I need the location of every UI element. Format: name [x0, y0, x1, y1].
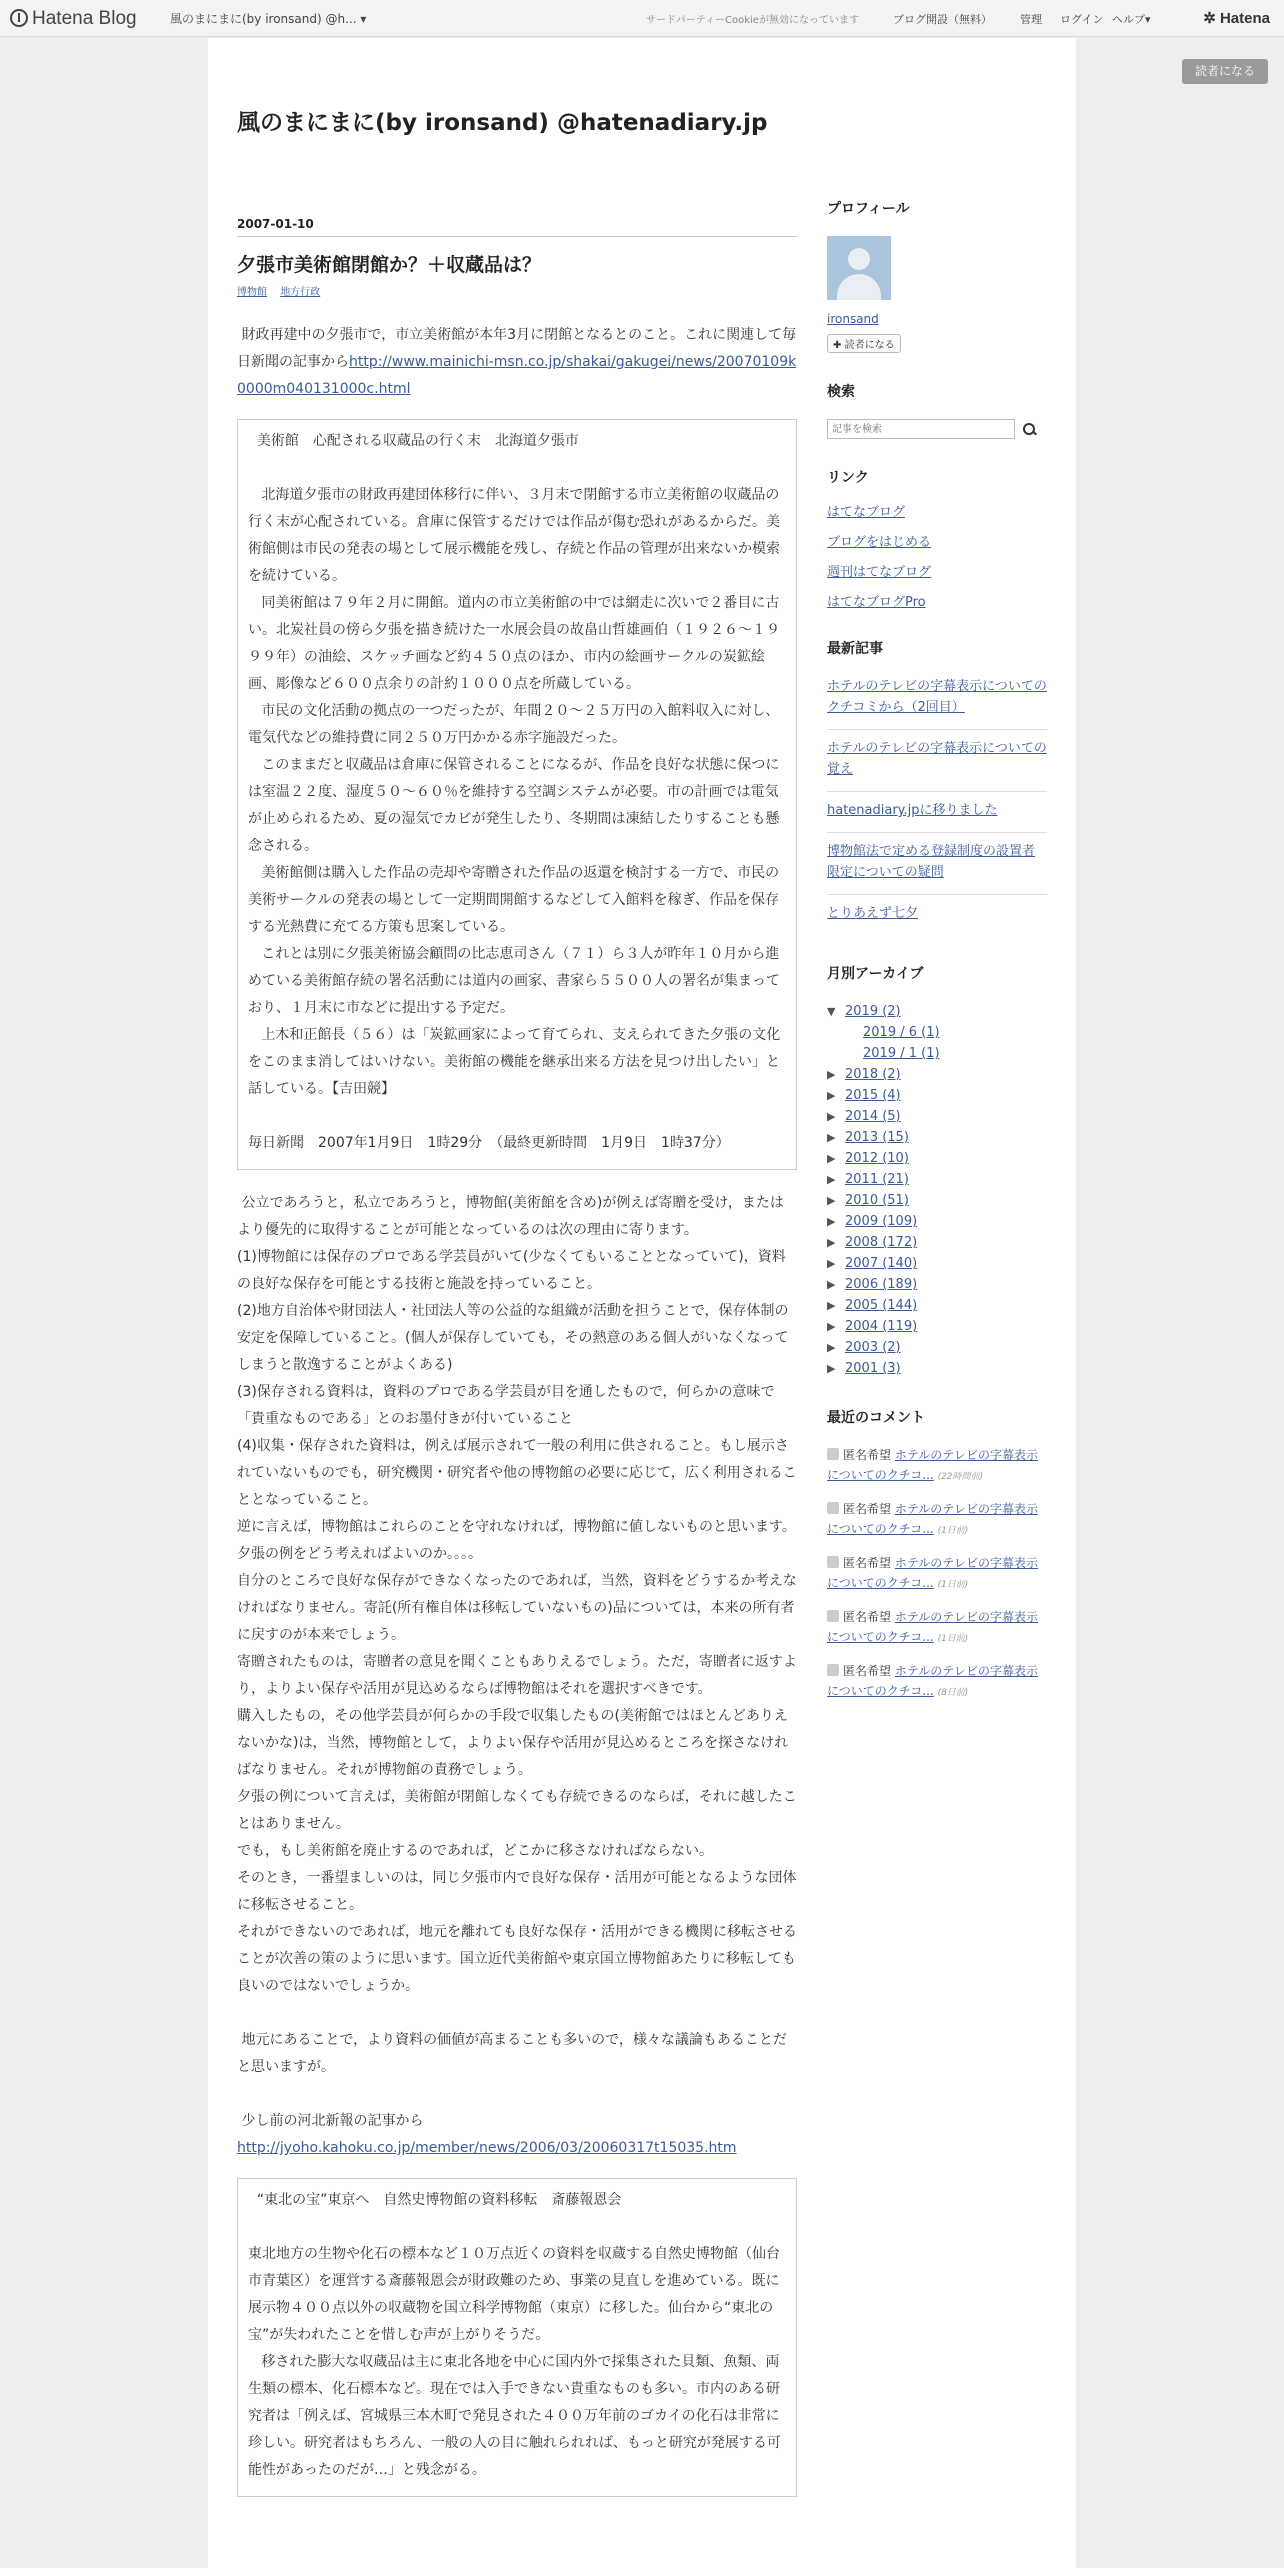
triangle-right-icon[interactable]: ▶: [827, 1215, 836, 1228]
archive-year-link[interactable]: 2001 (3): [845, 1361, 901, 1376]
quote-paragraph: 北海道夕張市の財政再建団体移行に伴い、３月末で閉館する市立美術館の収蔵品の行く末が心配されている。倉庫に保管するだけでは作品が傷む恐れがあるからだ。美術館側は市民の発表の場として展示機能を残し、存続と作品の管理が出来ないか模索を続けている。: [248, 487, 780, 584]
user-icon: [827, 1664, 839, 1676]
archive-module: [827, 963, 1047, 1379]
quote-paragraph: これとは別に夕張美術協会顧問の比志恵司さん（７１）ら３人が昨年１０月から進めている美術館存続の署名活動には道内の画家、書家ら５５００人の署名が集まっており、１月末に市などに提出する予定だ。: [248, 946, 780, 1016]
triangle-right-icon[interactable]: ▶: [827, 1152, 836, 1165]
search-heading: 検索: [827, 384, 855, 400]
archive-heading: 月別アーカイブ: [827, 966, 924, 982]
quote-source: 毎日新聞 2007年1月9日 1時29分 （最終更新時間 1月9日 1時37分）: [248, 1135, 730, 1151]
archive-year-link[interactable]: 2010 (51): [845, 1193, 909, 1208]
comment-item: 匿名希望 ホテルのテレビの字幕表示についてのクチコ... (22時間前): [827, 1448, 1039, 1482]
entry-title[interactable]: 夕張市美術館閉館か？＋収蔵品は？: [237, 254, 542, 276]
triangle-down-icon[interactable]: ▼: [827, 1005, 836, 1018]
triangle-right-icon[interactable]: ▶: [827, 1173, 836, 1186]
recent-entries-module: [827, 638, 1047, 935]
archive-year-link[interactable]: 2014 (5): [845, 1109, 901, 1124]
recent-entry-link[interactable]: hatenadiary.jpに移りました: [827, 803, 998, 818]
entry-categories: [237, 286, 797, 300]
body-paragraph: 逆に言えば，博物館はこれらのことを守れなければ，博物館に値しないものと思います。: [237, 1519, 796, 1535]
archive-year-link[interactable]: 2007 (140): [845, 1256, 918, 1271]
archive-year-link[interactable]: 2005 (144): [845, 1298, 918, 1313]
intro-paragraph: 財政再建中の夕張市で，市立美術館が本年3月に閉館となるとのこと。これに関連して毎日新聞の記事からhttp://www.mainichi-msn.co.jp/shakai/gakugei/news/20070109k0000m040131000c.html: [237, 327, 797, 397]
quote-paragraph: 移された膨大な収蔵品は主に東北各地を中心に国内外で採集された貝類、魚類、両生類の標本、化石標本など。現在では入手できない貴重なものも多い。市内のある研究者は「例えば、宮城県三本木町で発見された４００万年前のゴカイの化石は非常に珍しい。研究者はもちろん、一般の人の目に触れられれば、もっと研究が発展する可能性があったのだが…」と残念がる。: [248, 2354, 781, 2478]
triangle-right-icon[interactable]: ▶: [827, 1341, 836, 1354]
help-menu[interactable]: ヘルプ▾: [1112, 13, 1151, 26]
comments-heading: 最近のコメント: [827, 1410, 925, 1426]
quote-paragraph: 美術館側は購入した作品の売却や寄贈された作品の返還を検討する一方で、市民の美術サークルの発表の場として一定期間開館するなどして入館料を稼ぎ、作品を保存する光熱費に充てる方策も思案している。: [248, 865, 780, 935]
open-blog-link[interactable]: ブログ開設（無料）: [893, 13, 992, 26]
entry-date[interactable]: 2007-01-10: [237, 216, 797, 237]
body-paragraph: 夕張の例について言えば，美術館が閉館しなくても存続できるのならば，それに越したことはありません。: [237, 1789, 797, 1832]
avatar[interactable]: [827, 236, 891, 300]
blog-container: [208, 38, 1076, 2568]
sidebar: [827, 198, 1047, 1731]
profile-username[interactable]: ironsand: [827, 312, 879, 326]
quote-title: 美術館 心配される収蔵品の行く末 北海道夕張市: [256, 433, 579, 449]
hatena-blog-logo[interactable]: Hatena Blog: [10, 8, 137, 30]
archive-year-link[interactable]: 2012 (10): [845, 1151, 909, 1166]
global-header: [0, 0, 1284, 37]
search-input[interactable]: [827, 419, 1015, 439]
comment-entry-link[interactable]: ホテルのテレビの字幕表示についてのクチコ...: [827, 1556, 1039, 1590]
quote-paragraph: 東北地方の生物や化石の標本など１０万点近くの資料を収蔵する自然史博物館（仙台市青葉区）を運営する斎藤報恩会が財政難のため、事業の見直しを進めている。既に展示物４００点以外の収蔵物を国立科学博物館（東京）に移した。仙台から“東北の宝”が失われたことを惜しむ声が上がりそうだ。: [248, 2246, 780, 2343]
body-paragraph: (1)博物館には保存のプロである学芸員がいて(少なくてもいることとなっていて)，資料の良好な保存を可能とする技術と施設を持っていること。: [237, 1249, 786, 1292]
link-item[interactable]: はてなブログ: [827, 505, 906, 520]
body-paragraph: それができないのであれば，地元を離れても良好な保存・活用ができる機関に移転させることが次善の策のように思います。国立近代美術館や東京国立博物館あたりに移転しても良いのではないでしょうか。: [237, 1924, 797, 1994]
follow-button[interactable]: ✚ 読者になる: [827, 334, 901, 353]
comment-item: 匿名希望 ホテルのテレビの字幕表示についてのクチコ... (1日前): [827, 1556, 1039, 1590]
kahoku-article-link[interactable]: http://jyoho.kahoku.co.jp/member/news/2006/03/20060317t15035.htm: [237, 2140, 737, 2156]
triangle-right-icon[interactable]: ▶: [827, 1131, 836, 1144]
admin-link[interactable]: 管理: [1020, 13, 1042, 26]
chevron-down-icon: ▾: [360, 12, 367, 26]
comment-item: 匿名希望 ホテルのテレビの字幕表示についてのクチコ... (1日前): [827, 1502, 1039, 1536]
triangle-right-icon[interactable]: ▶: [827, 1320, 836, 1333]
user-icon: [827, 1556, 839, 1568]
triangle-right-icon[interactable]: ▶: [827, 1257, 836, 1270]
archive-year-link[interactable]: 2004 (119): [845, 1319, 918, 1334]
user-icon: [827, 1448, 839, 1460]
triangle-right-icon[interactable]: ▶: [827, 1236, 836, 1249]
archive-year-link[interactable]: 2019 (2): [845, 1004, 901, 1019]
hatena-logo-icon: [10, 9, 28, 27]
category-link[interactable]: 博物館: [237, 287, 267, 298]
blog-name-dropdown[interactable]: 風のまにまに(by ironsand) @h... ▾: [170, 12, 367, 26]
mainichi-article-link[interactable]: http://www.mainichi-msn.co.jp/shakai/gakugei/news/20070109k0000m040131000c.html: [237, 354, 797, 397]
recent-entry-link[interactable]: ホテルのテレビの字幕表示についての覚え: [827, 741, 1047, 777]
subscribe-button[interactable]: 読者になる: [1182, 59, 1268, 84]
triangle-right-icon[interactable]: ▶: [827, 1299, 836, 1312]
archive-year-link[interactable]: 2018 (2): [845, 1067, 901, 1082]
body-paragraph: 自分のところで良好な保存ができなくなったのであれば，当然，資料をどうするか考えなければなりません。寄託(所有権自体は移転していないもの)品については，本来の所有者に戻すのが本来でしょう。: [237, 1573, 797, 1643]
triangle-right-icon[interactable]: ▶: [827, 1068, 836, 1081]
body-paragraph: 寄贈されたものは，寄贈者の意見を聞くこともありえるでしょう。ただ，寄贈者に返すより，よりよい保存や活用が見込めるならば博物館はそれを選択すべきです。: [237, 1654, 797, 1697]
archive-year-link[interactable]: 2011 (21): [845, 1172, 909, 1187]
triangle-right-icon[interactable]: ▶: [827, 1110, 836, 1123]
archive-year-link[interactable]: 2006 (189): [845, 1277, 918, 1292]
search-module: [827, 381, 1047, 439]
comment-entry-link[interactable]: ホテルのテレビの字幕表示についてのクチコ...: [827, 1664, 1039, 1698]
profile-heading: プロフィール: [827, 201, 910, 217]
body-paragraph: 地元にあることで，より資料の価値が高まることも多いので，様々な議論もあることだと思いますが。: [237, 2032, 787, 2075]
archive-month-link[interactable]: 2019 / 1 (1): [863, 1046, 940, 1061]
archive-year-link[interactable]: 2008 (172): [845, 1235, 918, 1250]
user-icon: [827, 1610, 839, 1622]
comment-item: 匿名希望 ホテルのテレビの字幕表示についてのクチコ... (1日前): [827, 1610, 1039, 1644]
comment-entry-link[interactable]: ホテルのテレビの字幕表示についてのクチコ...: [827, 1448, 1039, 1482]
body-paragraph: (2)地方自治体や財団法人・社団法人等の公益的な組織が活動を担うことで，保存体制の安定を保障していること。(個人が保存していても，その熱意のある個人がいなくなってしまうと散逸することがよくある): [237, 1303, 789, 1373]
plus-icon: ✚: [833, 340, 842, 351]
link-item[interactable]: 週刊はてなブログ: [827, 565, 932, 580]
triangle-right-icon[interactable]: ▶: [827, 1089, 836, 1102]
body-paragraph: 夕張の例をどう考えればよいのか。。。。: [237, 1546, 482, 1562]
comment-item: 匿名希望 ホテルのテレビの字幕表示についてのクチコ... (8日前): [827, 1664, 1039, 1698]
search-icon[interactable]: [1023, 423, 1036, 436]
body-paragraph: でも，もし美術館を廃止するのであれば，どこかに移さなければならない。: [237, 1843, 713, 1859]
login-link[interactable]: ログイン: [1060, 13, 1104, 26]
archive-month-link[interactable]: 2019 / 6 (1): [863, 1025, 940, 1040]
body-paragraph: 公立であろうと，私立であろうと，博物館(美術館を含め)が例えば寄贈を受け，またはより優先的に取得することが可能となっているのは次の理由に寄ります。: [237, 1195, 784, 1238]
recent-entry-link[interactable]: ホテルのテレビの字幕表示についてのクチコミから（2回目）: [827, 679, 1047, 715]
links-module: [827, 467, 1047, 610]
chevron-down-icon: ▾: [1145, 13, 1151, 26]
body-paragraph: 少し前の河北新報の記事から: [241, 2113, 424, 2129]
triangle-right-icon[interactable]: ▶: [827, 1194, 836, 1207]
body-paragraph: そのとき，一番望ましいのは，同じ夕張市内で良好な保存・活用が可能となるような団体に移転させること。: [237, 1870, 797, 1913]
quote-paragraph: 市民の文化活動の拠点の一つだったが、年間２０〜２５万円の入館料収入に対し、電気代などの維持費に同２５０万円かかる赤字施設だった。: [248, 703, 780, 746]
comment-entry-link[interactable]: ホテルのテレビの字幕表示についてのクチコ...: [827, 1610, 1039, 1644]
blog-title[interactable]: 風のまにまに(by ironsand) @hatenadiary.jp: [237, 110, 768, 136]
link-item[interactable]: ブログをはじめる: [827, 535, 932, 550]
blockquote-mainichi: [237, 419, 797, 1170]
recent-entry-link[interactable]: とりあえず七夕: [827, 906, 919, 921]
comment-entry-link[interactable]: ホテルのテレビの字幕表示についてのクチコ...: [827, 1502, 1039, 1536]
entry-body: [237, 322, 797, 2497]
quote-title: “東北の宝”東京へ 自然史博物館の資料移転 斎藤報恩会: [256, 2192, 622, 2208]
archive-year-link[interactable]: 2015 (4): [845, 1088, 901, 1103]
link-item[interactable]: はてなブログPro: [827, 595, 926, 610]
quote-paragraph: 上木和正館長（５６）は「炭鉱画家によって育てられ、支えられてきた夕張の文化をこのまま消してはいけない。美術館の機能を継承出来る方法を見つけ出したい」と話している。【吉田競】: [248, 1027, 781, 1097]
triangle-right-icon[interactable]: ▶: [827, 1362, 836, 1375]
archive-year-link[interactable]: 2013 (15): [845, 1130, 909, 1145]
user-icon: [827, 1502, 839, 1514]
profile-module: [827, 198, 1047, 353]
entry: [237, 216, 797, 2517]
body-paragraph: 購入したもの，その他学芸員が何らかの手段で収集したもの(美術館ではほとんどありえないかな)は，当然，博物館として，よりよい保存や活用が見込めるところを探さなければなりません。それが博物館の責務でしょう。: [237, 1708, 789, 1778]
recent-heading: 最新記事: [827, 641, 883, 657]
blockquote-kahoku: [237, 2178, 797, 2497]
body-paragraph: (3)保存される資料は，資料のプロである学芸員が目を通したもので，何らかの意味で「貴重なものである」とのお墨付きが付いていること: [237, 1384, 775, 1427]
comments-module: [827, 1407, 1047, 1703]
archive-year-link[interactable]: 2003 (2): [845, 1340, 901, 1355]
cookie-notice: サードパーティーCookieが無効になっています: [646, 15, 859, 26]
quote-paragraph: このままだと収蔵品は倉庫に保管されることになるが、作品を良好な状態に保つには室温２２度、湿度５０〜６０％を維持する空調システムが必要。市の計画では電気が止められるため、夏の湿気でカビが発生したり、冬期間は凍結したりすることも懸念される。: [248, 757, 780, 854]
links-heading: リンク: [827, 470, 869, 486]
triangle-right-icon[interactable]: ▶: [827, 1278, 836, 1291]
hatena-star-icon: ✲: [1203, 10, 1216, 27]
recent-entry-link[interactable]: 博物館法で定める登録制度の設置者限定についての疑問: [827, 844, 1036, 880]
body-paragraph: (4)収集・保存された資料は，例えば展示されて一般の利用に供されること。もし展示されていないものでも，研究機関・研究者や他の博物館の必要に応じて，広く利用されることとなっていること。: [237, 1438, 797, 1508]
hatena-logo[interactable]: ✲ Hatena: [1203, 10, 1270, 27]
category-link[interactable]: 地方行政: [280, 287, 321, 298]
quote-paragraph: 同美術館は７９年２月に開館。道内の市立美術館の中では網走に次いで２番目に古い。北炭社員の傍ら夕張を描き続けた一水展会員の故畠山哲雄画伯（１９２６〜１９９９年）の油絵、スケッチ画など約４５０点のほか、市内の絵画サークルの炭鉱絵画、彫像など６００点余りの計約１０００点を所蔵している。: [248, 595, 780, 692]
archive-year-link[interactable]: 2009 (109): [845, 1214, 918, 1229]
